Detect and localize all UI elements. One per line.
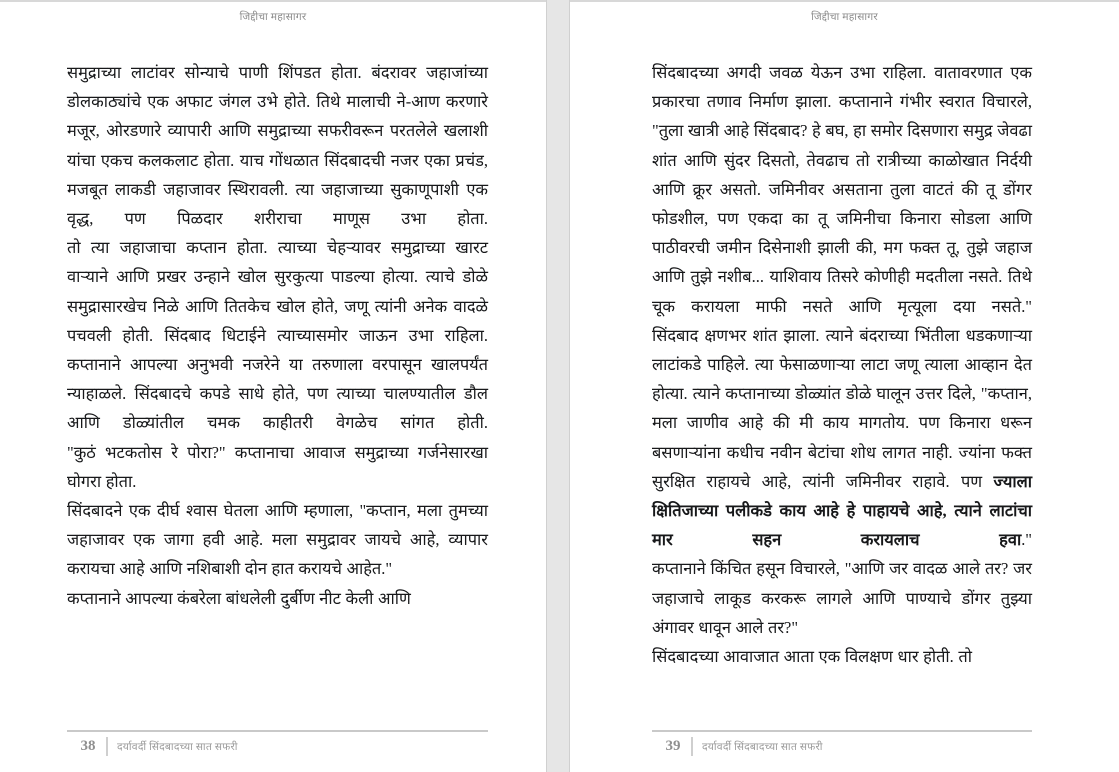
running-head-left: जिद्दीचा महासागर (239, 12, 307, 23)
paragraph: सिंदबादने एक दीर्घ श्वास घेतला आणि म्हणाला, "कप्तान, मला तुमच्या जहाजावर एक जागा हवी आहे. मला समुद्रावर जायचे आहे, व्यापार करायचा आहे आणि नशिबाशी दोन हात करायचे आहेत." (67, 501, 488, 579)
footer-divider (106, 737, 108, 756)
right-page-footer (652, 730, 1032, 760)
running-head-right: जिद्दीचा महासागर (811, 12, 878, 23)
footer-rule (652, 730, 1032, 732)
paragraph: कप्तानाने किंचित हसून विचारले, "आणि जर वादळ आले तर? जर जहाजाचे लाकूड करकरू लागले आणि पाण्याचे डोंगर तुझ्या अंगावर धावून आले तर?" (652, 559, 1032, 637)
footer-content (67, 737, 488, 756)
emphasised-text: ज्याला क्षितिजाच्या पलीकडे काय आहे हे पाहायचे आहे, त्याने लाटांचा मार सहन करायलाच हवा (652, 471, 1032, 550)
left-page (0, 0, 546, 772)
paragraph: तो त्या जहाजाचा कप्तान होता. त्याच्या चेहऱ्यावर समुद्राच्या खारट वाऱ्याने आणि प्रखर उन्हाने खोल सुरकुत्या पाडल्या होत्या. त्याचे डोळे समुद्रासारखेच निळे आणि तितकेच खोल होते, जणू त्यांनी अनेक वादळे पचवली होती. सिंदबाद धिटाईने त्याच्यासमोर जाऊन उभा राहिला. कप्तानाने आपल्या अनुभवी नजरेने या तरुणाला वरपासून खालपर्यंत न्याहाळले. सिंदबादचे कपडे साधे होते, पण त्याच्या चालण्यातील डौल आणि डोळ्यांतील चमक काहीतरी वेगळेच सांगत होती. (67, 238, 488, 433)
footer-rule (67, 730, 488, 732)
footer-divider (691, 737, 693, 756)
left-page-textblock (67, 58, 488, 613)
left-page-footer (67, 730, 488, 760)
footer-content (652, 737, 1032, 756)
footer-book-title: दर्यावर्दी सिंदबादच्या सात सफरी (702, 741, 823, 753)
footer-book-title: दर्यावर्दी सिंदबादच्या सात सफरी (117, 741, 238, 753)
right-page-textblock (652, 58, 1032, 671)
paragraph: सिंदबाद क्षणभर शांत झाला. त्याने बंदराच्या भिंतीला धडकणाऱ्या लाटांकडे पाहिले. त्या फेसाळणाऱ्या लाटा जणू त्याला आव्हान देत होत्या. त्याने कप्तानाच्या डोळ्यांत डोळे घालून उत्तर दिले, "कप्तान, मला जाणीव आहे की मी काय मागतोय. पण किनारा धरून बसणाऱ्यांना कधीच नवीन बेटांचा शोध लागत नाही. ज्यांना फक्त सुरक्षित राहायचे आहे, त्यांनी जमिनीवर राहावे. पण ज्याला क्षितिजाच्या पलीकडे काय आहे हे पाहायचे आहे, त्याने लाटांचा मार सहन करायलाच हवा." (652, 325, 1032, 550)
right-page (570, 0, 1119, 772)
page-number: 39 (665, 738, 681, 754)
paragraph: समुद्राच्या लाटांवर सोन्याचे पाणी शिंपडत होता. बंदरावर जहाजांच्या डोलकाठ्यांचे एक अफाट जंगल उभे होते. तिथे मालाची ने-आण करणारे मजूर, ओरडणारे व्यापारी आणि समुद्राच्या सफरीवरून परतलेले खलाशी यांचा एकच कलकलाट होता. याच गोंधळात सिंदबादची नजर एका प्रचंड, मजबूत लाकडी जहाजावर स्थिरावली. त्या जहाजाच्या सुकाणूपाशी एक वृद्ध, पण पिळदार शरीराचा माणूस उभा होता. (67, 63, 488, 229)
page-gutter (546, 0, 570, 772)
paragraph: कप्तानाने आपल्या कंबरेला बांधलेली दुर्बीण नीट केली आणि (67, 588, 411, 608)
paragraph: सिंदबादच्या अगदी जवळ येऊन उभा राहिला. वातावरणात एक प्रकारचा तणाव निर्माण झाला. कप्तानाने गंभीर स्वरात विचारले, "तुला खात्री आहे सिंदबाद? हे बघ, हा समोर दिसणारा समुद्र जेवढा शांत आणि सुंदर दिसतो, तेवढाच तो रात्रीच्या काळोखात निर्दयी आणि क्रूर असतो. जमिनीवर असताना तुला वाटतं की तू डोंगर फोडशील, पण एकदा का तू जमिनीचा किनारा सोडला आणि पाठीवरची जमीन दिसेनाशी झाली की, मग फक्त तू, तुझे जहाज आणि तुझे नशीब... याशिवाय तिसरे कोणीही मदतीला नसते. तिथे चूक करायला माफी नसते आणि मृत्यूला दया नसते." (652, 63, 1032, 316)
page-number: 38 (80, 738, 96, 754)
paragraph: सिंदबादच्या आवाजात आता एक विलक्षण धार होती. तो (652, 647, 972, 667)
paragraph: "कुठं भटकतोस रे पोरा?" कप्तानाचा आवाज समुद्राच्या गर्जनेसारखा घोगरा होता. (67, 442, 488, 491)
